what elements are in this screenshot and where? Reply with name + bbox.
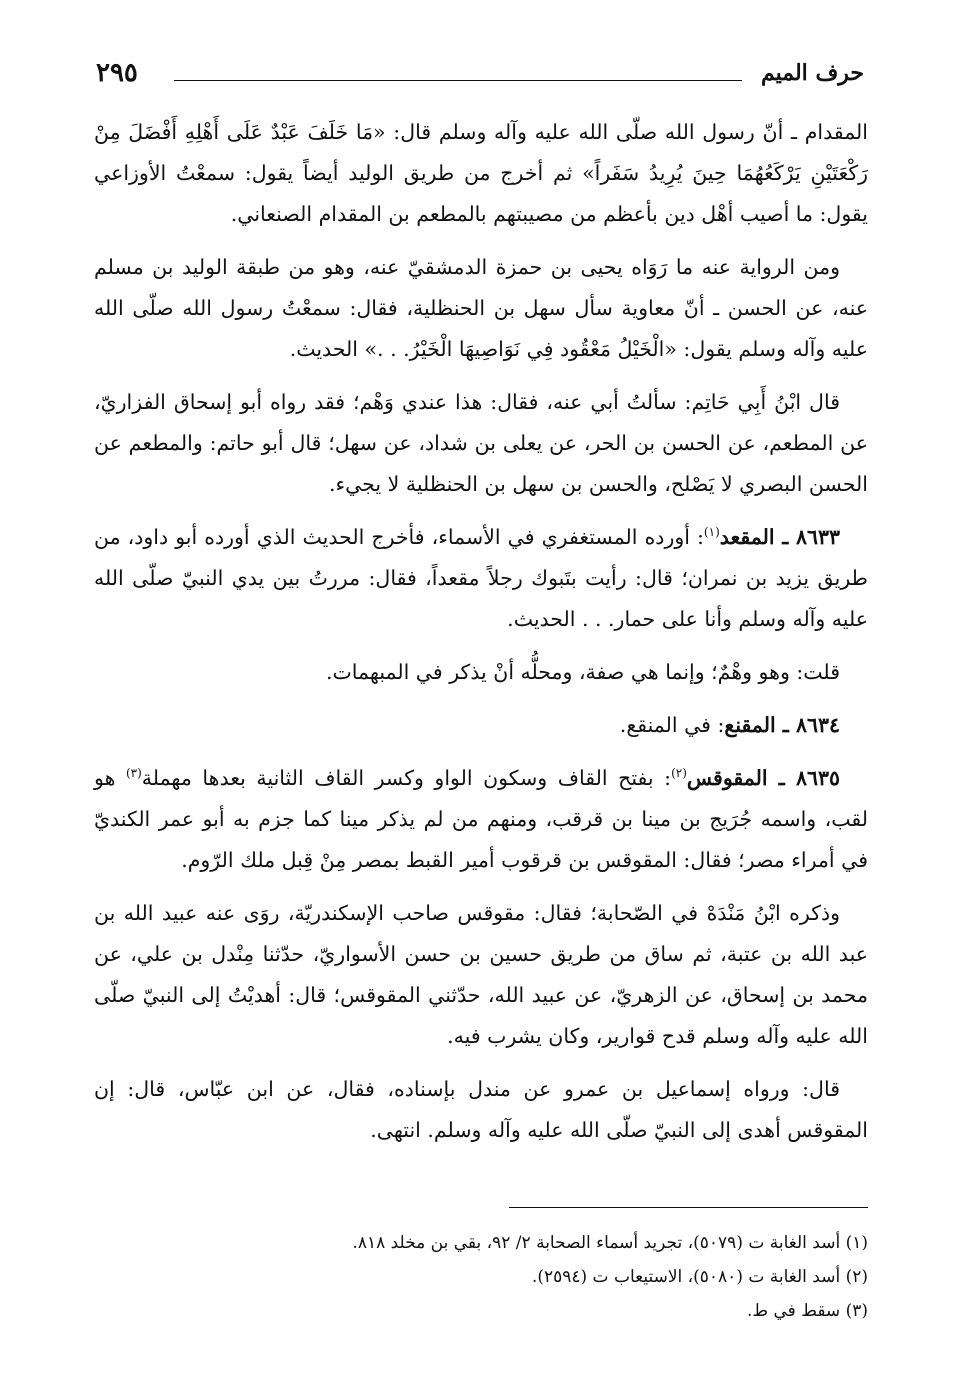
footnote-marker: (٢) [671,766,687,781]
qultu-paragraph: قلت: وهو وهْمٌ؛ وإنما هي صفة، ومحلُّه أنْ يذكر في المبهمات. [325,660,840,684]
entry-heading: ٨٦٣٤ ـ المقنع [724,713,840,737]
footnote-separator [509,1207,868,1208]
paragraph: قال ابْنُ أَبِي حَاتِم: سألتُ أبي عنه، فقال: هذا عندي وَهْم؛ فقد رواه أبو إسحاق الفزاريّ، عن المطعم، عن الحسن بن الحر، عن يعلى بن شداد، عن سهل؛ قال أبو حاتم: والمطعم عن الحسن البصري لا يَصْلح، والحسن بن سهل بن الحنظلية لا يجيء. [94,390,868,496]
page-number: ٢٩٥ [96,58,138,88]
entry-8635 [94,758,868,881]
footnote: (٣) سقط في ط. [746,1301,868,1321]
paragraph: ومن الرواية عنه ما رَوَاه يحيى بن حمزة الدمشقيّ عنه، وهو من طبقة الوليد بن مسلم عنه، عن الحسن ـ أنّ معاوية سأل سهل بن الحنظلية، فقال: سمعْتُ رسول الله صلّى الله عليه وآله وسلم يقول: «الْخَيْلُ مَعْقُود فِي نَوَاصِيهَا الْخَيْرُ. . .» الحديث. [94,255,868,361]
entry-8634 [94,705,868,746]
entry-heading: ٨٦٣٣ ـ المقعد [719,525,840,549]
entry-heading: ٨٦٣٥ ـ المقوقس [686,766,841,790]
footnotes [94,1226,868,1328]
entry-text: : أورده المستغفري في الأسماء، فأخرج الحديث الذي أورده أبو داود، من طريق يزيد بن نمران؛ قال: رأيت بتَبوك رجلاً مقعداً، فقال: مررتُ بين يدي النبيّ صلّى الله عليه وآله وسلم وأنا على حمار. . . الحديث. [94,525,868,631]
header-rule [174,80,742,81]
entry-8633 [94,517,868,640]
page-header [96,58,864,98]
entry-text-continued: هو لقب، واسمه جُرَيج بن مينا بن قرقب، ومنهم من لم يذكر مينا كما جزم به أبو عمر الكنديّ في أمراء مصر؛ فقال: المقوقس بن قرقوب أمير القبط بمصر مِنْ قِبل ملك الرّوم. [94,766,868,872]
footnote-marker: (١) [703,525,720,540]
running-title: حرف الميم [760,60,864,86]
entry-text: : في المنقع. [619,713,725,737]
entry-text: : بفتح القاف وسكون الواو وكسر القاف الثانية بعدها مهملة [141,766,672,790]
footnote: (١) أسد الغابة ت (٥٠٧٩)، تجريد أسماء الصحابة ٢/ ٩٢، بقي بن مخلد ٨١٨. [352,1233,868,1253]
paragraph: المقدام ـ أنّ رسول الله صلّى الله عليه وآله وسلم قال: «مَا خَلَفَ عَبْدٌ عَلَى أَهْلِهِ أَفْضَلَ مِنْ رَكْعَتَيْنِ يَرْكَعُهُمَا حِينَ يُرِيدُ سَفَراً» ثم أخرج من طريق الوليد أيضاً يقول: سمعْتُ الأوزاعي يقول: ما أصيب أهْل دين بأعظم من مصيبتهم بالمطعم بن المقدام الصنعاني. [94,120,868,226]
footnote-marker: (٣) [125,766,142,781]
footnote: (٢) أسد الغابة ت (٥٠٨٠)، الاستيعاب ت (٢٥٩٤). [531,1267,868,1287]
paragraph: قال: ورواه إسماعيل بن عمرو عن مندل بإسناده، فقال، عن ابن عبّاس، قال: إن المقوقس أهدى إلى النبيّ صلّى الله عليه وآله وسلم. انتهى. [94,1077,868,1142]
main-text [94,112,868,1163]
paragraph: وذكره ابْنُ مَنْدَهْ في الصّحابة؛ فقال: مقوقس صاحب الإسكندريّة، روَى عنه عبيد الله بن عبد الله بن عتبة، ثم ساق من طريق حسين بن حسن الأسواريّ، حدّثنا مِنْدل بن علي، عن محمد بن إسحاق، عن الزهريّ، عن عبيد الله، حدّثني المقوقس؛ قال: أهديْتُ إلى النبيّ صلّى الله عليه وآله وسلم قدح قوارير، وكان يشرب فيه. [94,901,868,1048]
